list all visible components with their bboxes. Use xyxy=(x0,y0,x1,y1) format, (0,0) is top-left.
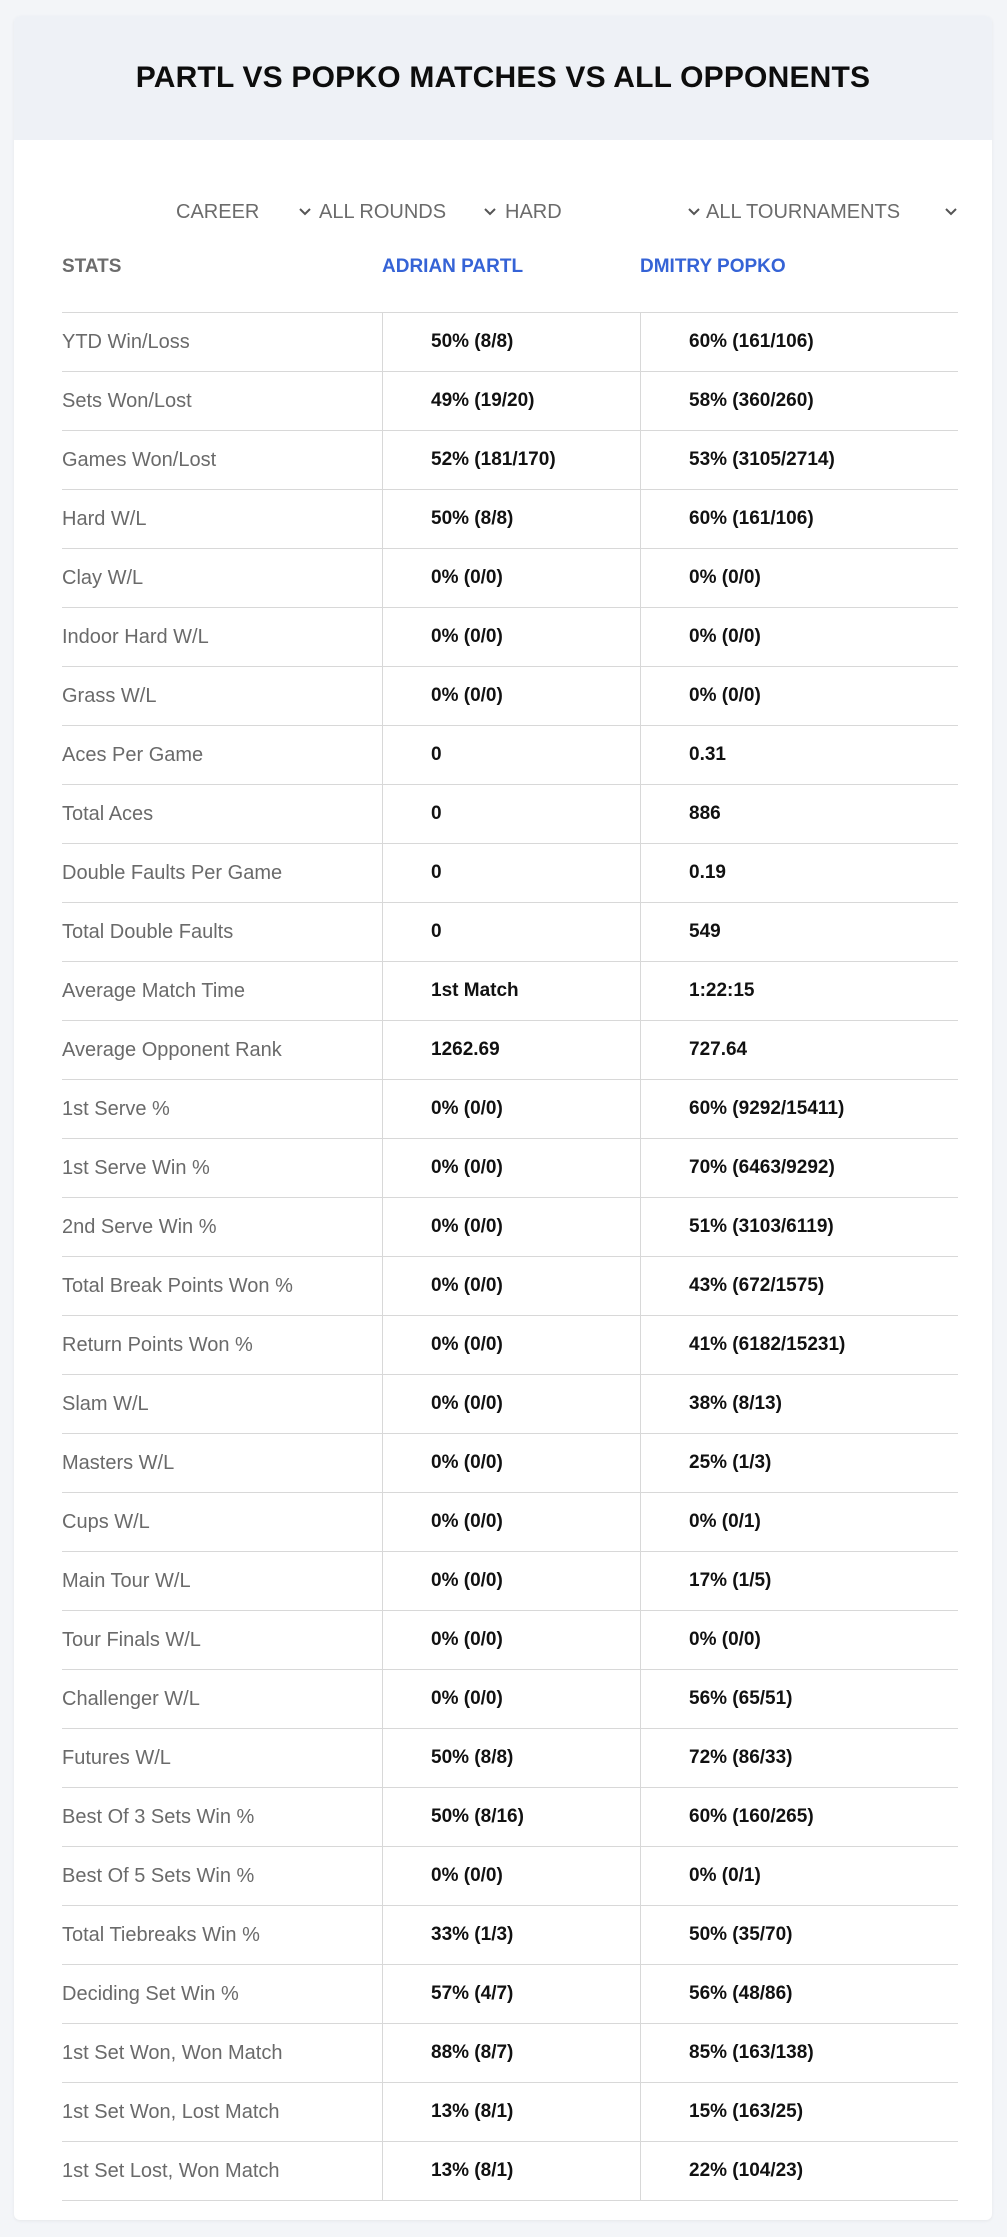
surface-filter-select[interactable] xyxy=(505,192,701,232)
player2-stat-value: 60% (9292/15411) xyxy=(640,1080,958,1138)
tournaments-filter-value: ALL TOURNAMENTS xyxy=(706,200,901,223)
player2-stat-value: 22% (104/23) xyxy=(640,2142,958,2200)
player1-stat-value: 0% (0/0) xyxy=(382,1611,640,1669)
player2-stat-value: 549 xyxy=(640,903,958,961)
table-row xyxy=(62,667,958,726)
rounds-filter-select[interactable] xyxy=(319,192,497,232)
career-filter-select[interactable] xyxy=(176,192,312,232)
player2-stat-value: 60% (161/106) xyxy=(640,313,958,371)
table-row xyxy=(62,608,958,667)
player1-stat-value: 0 xyxy=(382,903,640,961)
table-row xyxy=(62,1493,958,1552)
player1-stat-value: 88% (8/7) xyxy=(382,2024,640,2082)
player1-stat-value: 0% (0/0) xyxy=(382,1670,640,1728)
stat-label: 2nd Serve Win % xyxy=(62,1215,217,1238)
table-row xyxy=(62,726,958,785)
table-row xyxy=(62,1552,958,1611)
stat-label: Sets Won/Lost xyxy=(62,389,192,412)
player2-stat-value: 1:22:15 xyxy=(640,962,958,1020)
table-row xyxy=(62,1434,958,1493)
table-row xyxy=(62,1788,958,1847)
stat-label: 1st Set Won, Won Match xyxy=(62,2041,283,2064)
player2-stat-value: 0% (0/0) xyxy=(640,1611,958,1669)
stat-label: Total Aces xyxy=(62,802,154,825)
player2-stat-value: 43% (672/1575) xyxy=(640,1257,958,1315)
stat-label: Double Faults Per Game xyxy=(62,861,283,884)
player2-stat-value: 0% (0/0) xyxy=(640,608,958,666)
filters-bar xyxy=(14,192,992,232)
stat-label: 1st Serve Win % xyxy=(62,1156,210,1179)
table-row xyxy=(62,1729,958,1788)
player2-stat-value: 58% (360/260) xyxy=(640,372,958,430)
player1-stat-value: 0% (0/0) xyxy=(382,1847,640,1905)
player1-stat-value: 13% (8/1) xyxy=(382,2142,640,2200)
table-row xyxy=(62,1316,958,1375)
stat-label: Deciding Set Win % xyxy=(62,1982,239,2005)
player2-stat-value: 56% (65/51) xyxy=(640,1670,958,1728)
player2-stat-value: 60% (160/265) xyxy=(640,1788,958,1846)
player1-stat-value: 0 xyxy=(382,785,640,843)
table-row xyxy=(62,372,958,431)
player1-stat-value: 0% (0/0) xyxy=(382,1493,640,1551)
player2-stat-value: 41% (6182/15231) xyxy=(640,1316,958,1374)
rounds-filter-value: ALL ROUNDS xyxy=(319,200,447,223)
player2-stat-value: 0.19 xyxy=(640,844,958,902)
stats-table-header xyxy=(62,256,958,298)
player1-link[interactable]: ADRIAN PARTL xyxy=(382,256,524,277)
player2-stat-value: 51% (3103/6119) xyxy=(640,1198,958,1256)
player1-stat-value: 0% (0/0) xyxy=(382,1375,640,1433)
surface-filter-value: HARD xyxy=(505,200,562,223)
player1-stat-value: 0% (0/0) xyxy=(382,1434,640,1492)
player2-stat-value: 85% (163/138) xyxy=(640,2024,958,2082)
player2-stat-value: 17% (1/5) xyxy=(640,1552,958,1610)
player2-link[interactable]: DMITRY POPKO xyxy=(640,256,786,277)
table-row xyxy=(62,1906,958,1965)
stat-label: Best Of 3 Sets Win % xyxy=(62,1805,255,1828)
stat-label: Masters W/L xyxy=(62,1451,175,1474)
stat-label: Tour Finals W/L xyxy=(62,1628,201,1651)
stat-label: Average Opponent Rank xyxy=(62,1038,282,1061)
table-row xyxy=(62,1080,958,1139)
career-filter-value: CAREER xyxy=(176,200,260,223)
stat-label: Main Tour W/L xyxy=(62,1569,191,1592)
player1-stat-value: 0 xyxy=(382,726,640,784)
player2-stat-value: 886 xyxy=(640,785,958,843)
player2-stat-value: 0% (0/1) xyxy=(640,1493,958,1551)
stat-label: Total Double Faults xyxy=(62,920,234,943)
stat-label: Aces Per Game xyxy=(62,743,204,766)
table-row xyxy=(62,549,958,608)
player1-stat-value: 0% (0/0) xyxy=(382,549,640,607)
player2-stat-value: 72% (86/33) xyxy=(640,1729,958,1787)
player2-stat-value: 25% (1/3) xyxy=(640,1434,958,1492)
player1-stat-value: 50% (8/16) xyxy=(382,1788,640,1846)
stat-label: YTD Win/Loss xyxy=(62,330,190,353)
player2-stat-value: 56% (48/86) xyxy=(640,1965,958,2023)
table-row xyxy=(62,2024,958,2083)
table-row xyxy=(62,962,958,1021)
stat-label: Futures W/L xyxy=(62,1746,171,1769)
chevron-down-icon xyxy=(483,205,497,219)
player2-stat-value: 15% (163/25) xyxy=(640,2083,958,2141)
player1-stat-value: 57% (4/7) xyxy=(382,1965,640,2023)
table-row xyxy=(62,1847,958,1906)
stats-card xyxy=(14,16,992,2220)
stat-label: 1st Set Lost, Won Match xyxy=(62,2159,280,2182)
player1-stat-value: 0% (0/0) xyxy=(382,1552,640,1610)
stat-label: Slam W/L xyxy=(62,1392,149,1415)
player2-stat-value: 0% (0/1) xyxy=(640,1847,958,1905)
player2-stat-value: 727.64 xyxy=(640,1021,958,1079)
player2-stat-value: 53% (3105/2714) xyxy=(640,431,958,489)
stat-label: Indoor Hard W/L xyxy=(62,625,209,648)
player1-stat-value: 0% (0/0) xyxy=(382,667,640,725)
stat-label: Total Break Points Won % xyxy=(62,1274,293,1297)
table-row xyxy=(62,1257,958,1316)
player1-stat-value: 0% (0/0) xyxy=(382,1257,640,1315)
stat-label: Best Of 5 Sets Win % xyxy=(62,1864,255,1887)
player1-stat-value: 0 xyxy=(382,844,640,902)
player2-stat-value: 0.31 xyxy=(640,726,958,784)
table-row xyxy=(62,313,958,372)
table-row xyxy=(62,431,958,490)
player1-stat-value: 0% (0/0) xyxy=(382,1139,640,1197)
player2-stat-value: 38% (8/13) xyxy=(640,1375,958,1433)
table-row xyxy=(62,844,958,903)
table-row xyxy=(62,1965,958,2024)
chevron-down-icon xyxy=(944,205,958,219)
stat-label: 1st Serve % xyxy=(62,1097,170,1120)
player1-stat-value: 0% (0/0) xyxy=(382,608,640,666)
table-row xyxy=(62,1611,958,1670)
table-row xyxy=(62,2142,958,2201)
player1-stat-value: 13% (8/1) xyxy=(382,2083,640,2141)
page-title: PARTL VS POPKO MATCHES VS ALL OPPONENTS xyxy=(135,61,871,94)
stat-label: Hard W/L xyxy=(62,507,147,530)
chevron-down-icon xyxy=(687,205,701,219)
player1-stat-value: 50% (8/8) xyxy=(382,490,640,548)
table-row xyxy=(62,2083,958,2142)
stat-label: Cups W/L xyxy=(62,1510,150,1533)
table-row xyxy=(62,1021,958,1080)
player2-stat-value: 0% (0/0) xyxy=(640,667,958,725)
stat-label: Grass W/L xyxy=(62,684,157,707)
player1-stat-value: 0% (0/0) xyxy=(382,1198,640,1256)
stat-label: Average Match Time xyxy=(62,979,246,1002)
player2-stat-value: 50% (35/70) xyxy=(640,1906,958,1964)
player1-stat-value: 0% (0/0) xyxy=(382,1080,640,1138)
table-row xyxy=(62,1198,958,1257)
player1-stat-value: 33% (1/3) xyxy=(382,1906,640,1964)
stat-label: Games Won/Lost xyxy=(62,448,217,471)
table-row xyxy=(62,785,958,844)
table-row xyxy=(62,1670,958,1729)
stat-label: 1st Set Won, Lost Match xyxy=(62,2100,280,2123)
player1-stat-value: 52% (181/170) xyxy=(382,431,640,489)
player1-stat-value: 1st Match xyxy=(382,962,640,1020)
table-row xyxy=(62,1375,958,1434)
card-header xyxy=(14,16,992,140)
player2-stat-value: 60% (161/106) xyxy=(640,490,958,548)
player1-stat-value: 50% (8/8) xyxy=(382,313,640,371)
stat-label: Total Tiebreaks Win % xyxy=(62,1923,260,1946)
stats-table-body xyxy=(62,312,958,2201)
player1-stat-value: 49% (19/20) xyxy=(382,372,640,430)
stat-label: Return Points Won % xyxy=(62,1333,253,1356)
table-row xyxy=(62,490,958,549)
player1-stat-value: 1262.69 xyxy=(382,1021,640,1079)
stat-label: Challenger W/L xyxy=(62,1687,200,1710)
chevron-down-icon xyxy=(298,205,312,219)
table-row xyxy=(62,903,958,962)
player2-stat-value: 0% (0/0) xyxy=(640,549,958,607)
stat-label: Clay W/L xyxy=(62,566,144,589)
table-row xyxy=(62,1139,958,1198)
tournaments-filter-select[interactable] xyxy=(706,192,958,232)
player1-stat-value: 0% (0/0) xyxy=(382,1316,640,1374)
stats-column-header: STATS xyxy=(62,256,122,277)
player1-stat-value: 50% (8/8) xyxy=(382,1729,640,1787)
player2-stat-value: 70% (6463/9292) xyxy=(640,1139,958,1197)
